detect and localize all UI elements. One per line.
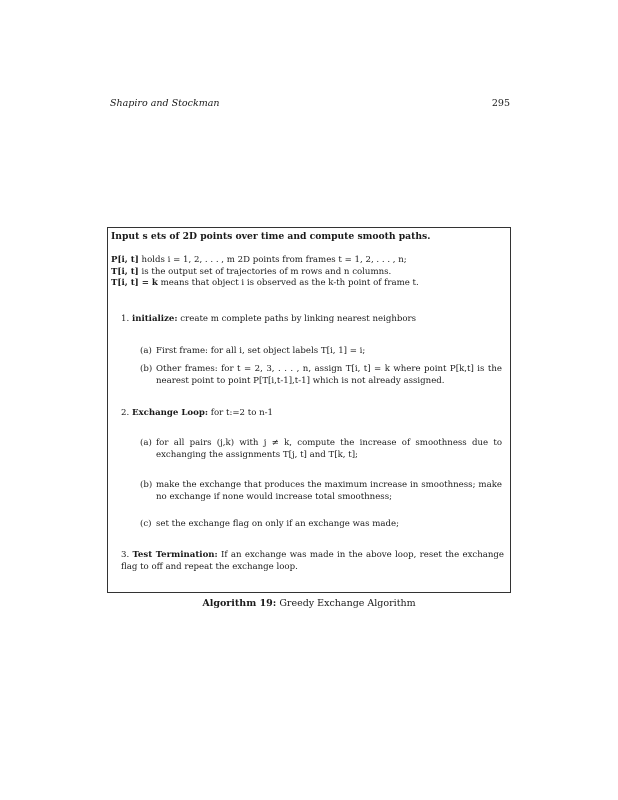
substep-text: First frame: for all i, set object labels T[i, 1] = i; xyxy=(156,346,366,356)
step-exchange-loop xyxy=(121,408,504,420)
definition-text: means that object i is observed as the k-th point of frame t. xyxy=(157,278,419,288)
substep-mark: (b) xyxy=(140,480,153,490)
substep-mark: (a) xyxy=(140,438,152,448)
definition-symbol: T[i, t] xyxy=(111,266,139,277)
step-test-termination xyxy=(121,550,504,573)
running-title: Shapiro and Stockman xyxy=(110,98,220,109)
substep-text: set the exchange flag on only if an exchange was made; xyxy=(156,519,400,529)
substep xyxy=(140,519,502,531)
substep xyxy=(140,346,502,358)
substep-mark: (b) xyxy=(140,364,153,374)
definition-line xyxy=(111,278,419,290)
definition-symbol: T[i, t] = k xyxy=(111,278,158,288)
definition-line xyxy=(111,267,419,279)
step-text: If an exchange was made in the above loop, reset the exchange flag to off and repeat the exchange loop. xyxy=(121,550,505,572)
definitions xyxy=(111,255,419,290)
step-label: initialize: xyxy=(131,314,178,324)
algorithm-caption xyxy=(0,598,618,609)
definition-text: holds i = 1, 2, . . . , m 2D points from frames t = 1, 2, . . . , n; xyxy=(138,255,407,265)
substep-text: Other frames: for t = 2, 3, . . . , n, assign T[i, t] = k where point P[k,t] is the nearest point to point P[T[i,t-1],t-1] which is not already assigned. xyxy=(156,364,502,386)
substep xyxy=(140,364,502,387)
substep-mark: (c) xyxy=(140,519,152,529)
caption-text: Greedy Exchange Algorithm xyxy=(276,598,416,609)
definition-line xyxy=(111,255,419,267)
substep-text: make the exchange that produces the maximum increase in smoothness; make no exchange if none would increase total smoothness; xyxy=(156,480,502,502)
step-label: Exchange Loop: xyxy=(131,408,209,418)
step-initialize xyxy=(121,314,504,326)
substep-text: for all pairs (j,k) with j ≠ k, compute the increase of smoothness due to exchanging the assignments T[j, t] and T[k, t]; xyxy=(156,438,502,460)
step-text: create m complete paths by linking nearest neighbors xyxy=(177,314,417,324)
caption-label: Algorithm 19: xyxy=(202,598,277,609)
step-text: for t:=2 to n-1 xyxy=(208,408,274,418)
substep-mark: (a) xyxy=(140,346,152,356)
step-number: 1. xyxy=(121,314,130,324)
step-label: Test Termination: xyxy=(132,550,218,560)
substep xyxy=(140,438,502,461)
step-number: 2. xyxy=(121,408,130,418)
definition-text: is the output set of trajectories of m rows and n columns. xyxy=(138,266,392,277)
page-number: 295 xyxy=(491,98,510,109)
definition-symbol: P[i, t] xyxy=(111,255,139,265)
algorithm-box xyxy=(107,227,511,593)
algorithm-title: Input s ets of 2D points over time and compute smooth paths. xyxy=(111,231,431,242)
substep xyxy=(140,480,502,503)
step-number: 3. xyxy=(121,550,130,560)
